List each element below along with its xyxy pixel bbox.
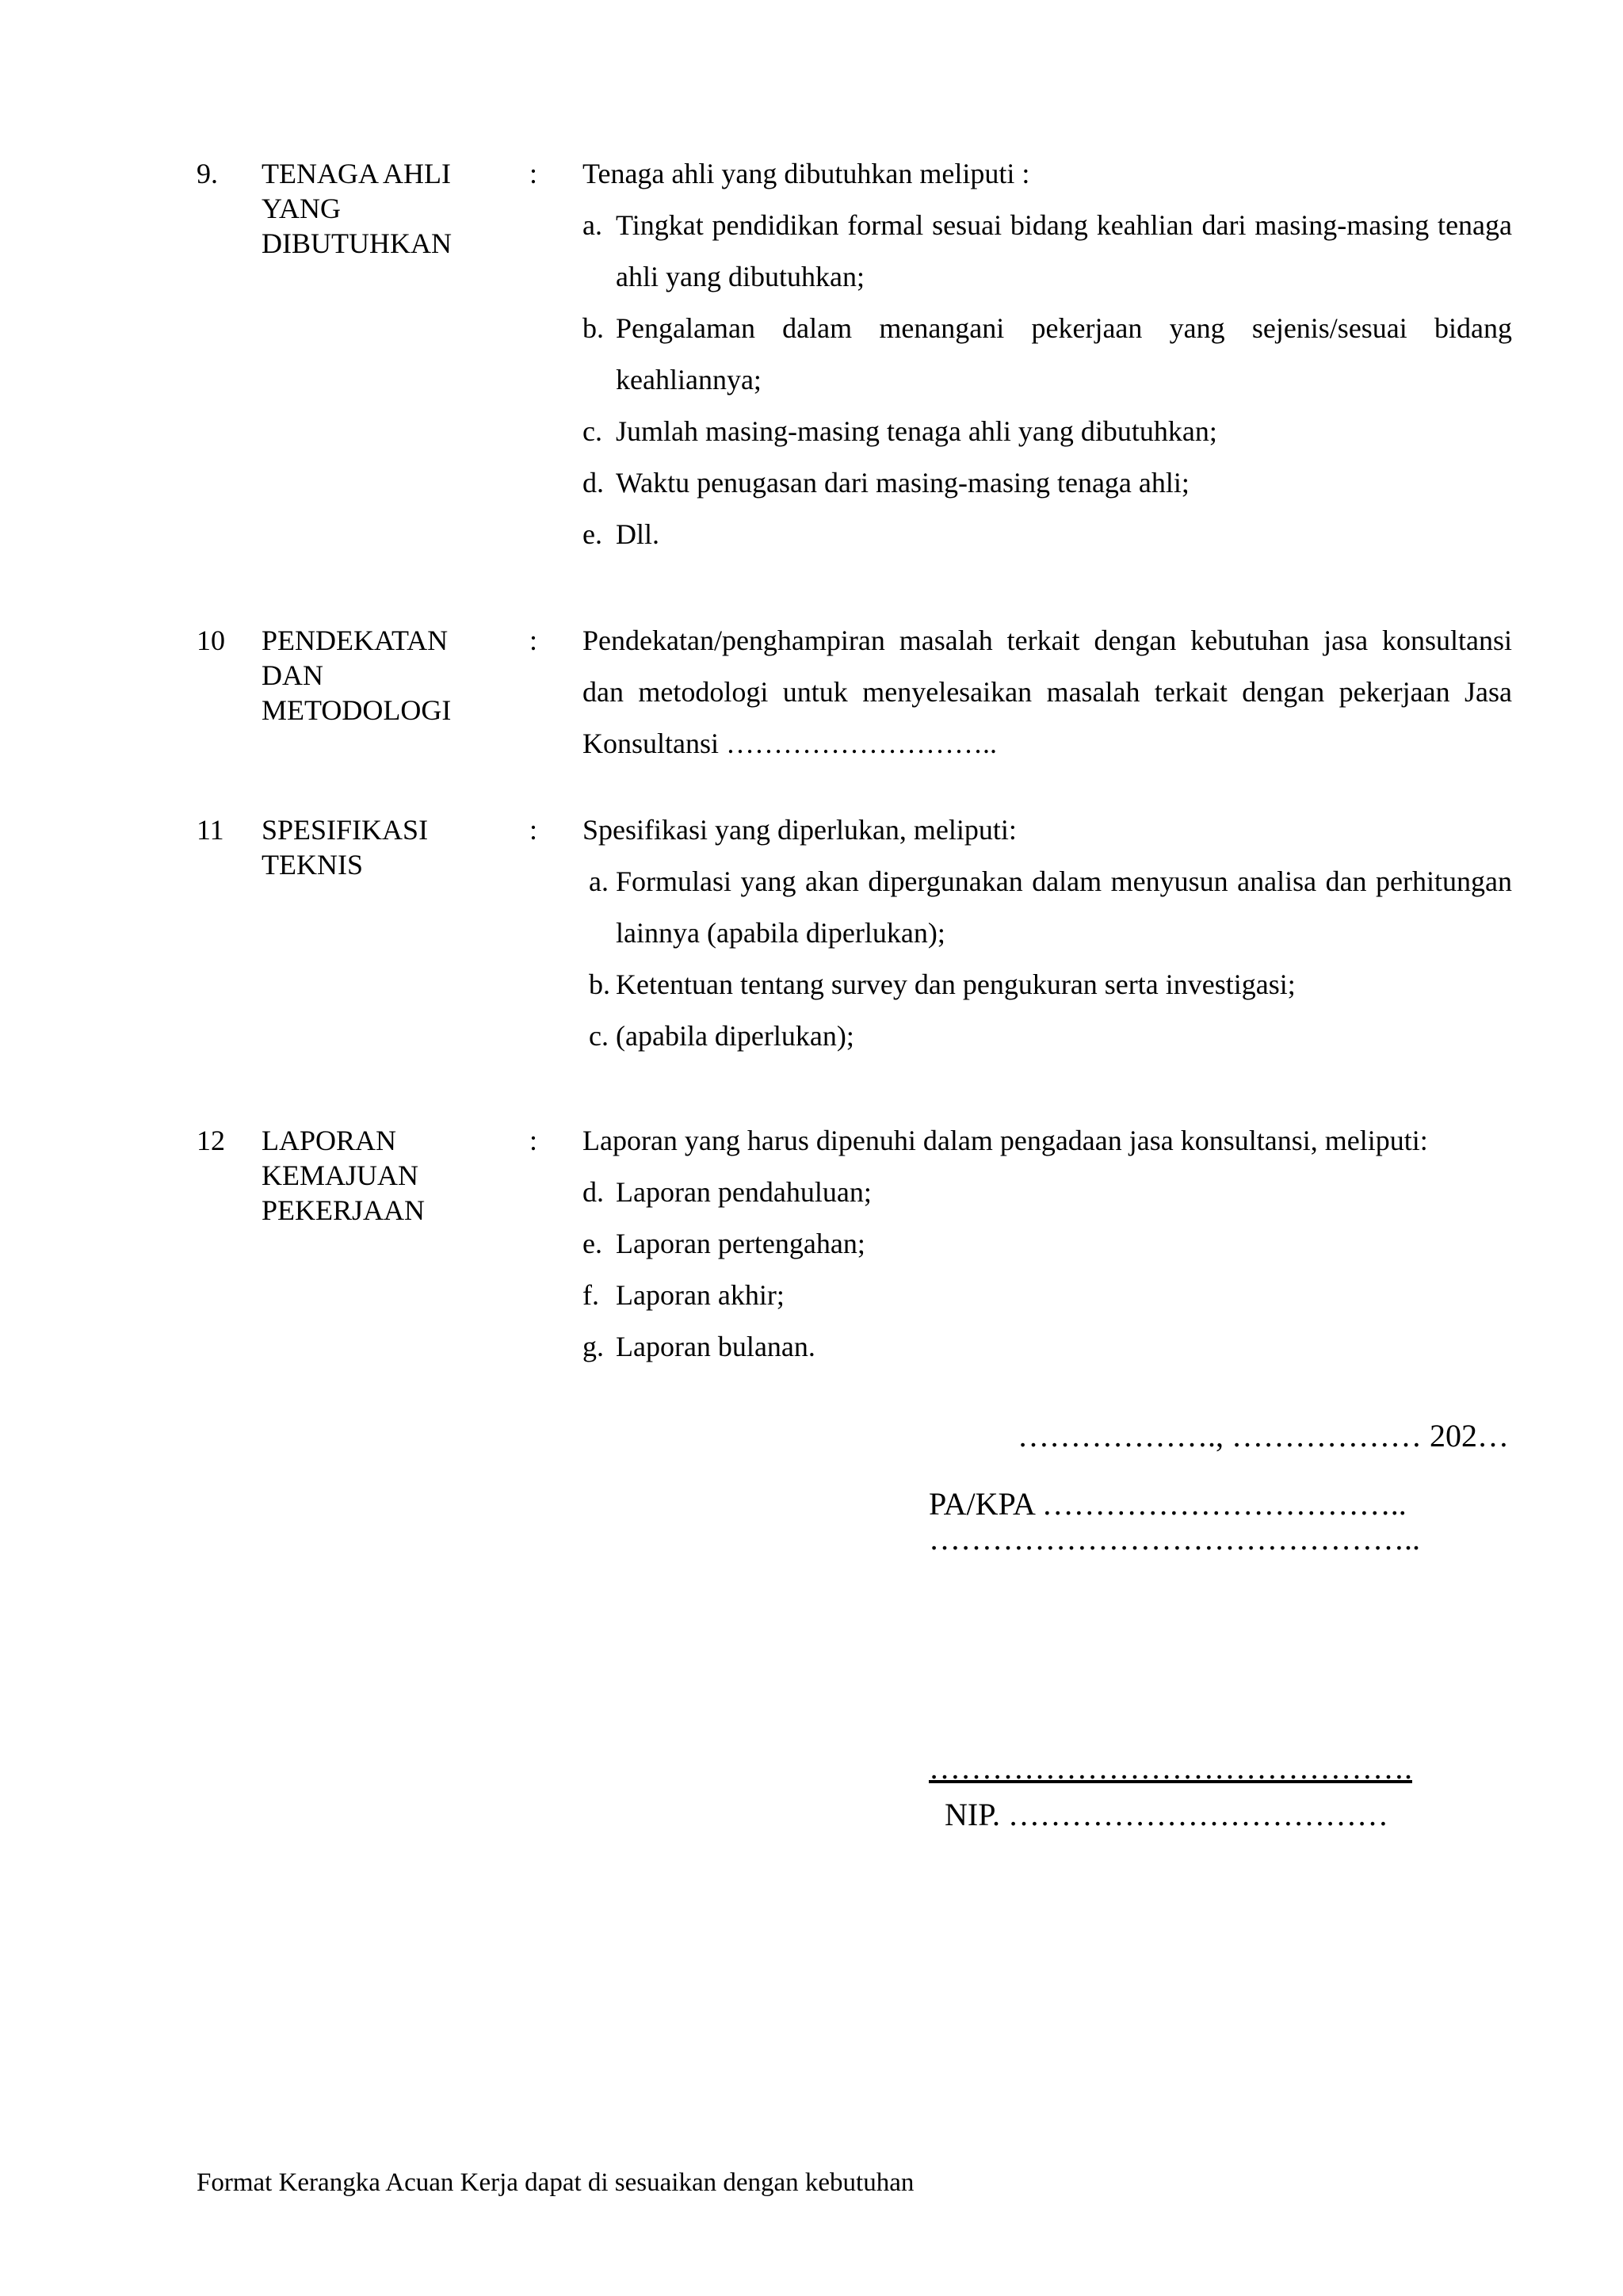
- item-text: Dll.: [616, 518, 660, 550]
- item-label: c.: [582, 415, 602, 447]
- section-title: [262, 812, 475, 882]
- item-list: [582, 200, 1512, 560]
- item-label: g.: [582, 1331, 604, 1362]
- list-item: [582, 406, 1512, 457]
- section-content: [582, 812, 1512, 1062]
- item-label: b.: [589, 968, 610, 1000]
- section-title: [262, 623, 475, 728]
- item-text: Laporan bulanan.: [616, 1331, 815, 1362]
- item-text: (apabila diperlukan);: [616, 1020, 854, 1052]
- section-number: 10: [197, 625, 225, 656]
- item-list: [582, 856, 1512, 1062]
- item-text: Pengalaman dalam menangani pekerjaan yang sejenis/sesuai bidang keahliannya;: [616, 312, 1512, 395]
- item-label: b.: [582, 312, 604, 344]
- item-text: Laporan pendahuluan;: [616, 1176, 872, 1208]
- signature-nip: NIP. ………………………………: [945, 1797, 1389, 1832]
- section-number: 11: [197, 814, 224, 846]
- separator-colon: :: [529, 814, 538, 846]
- section-intro: Tenaga ahli yang dibutuhkan meliputi :: [582, 158, 1030, 189]
- signature-role: PA/KPA ……………………………..: [929, 1486, 1407, 1522]
- page-footer-note: Format Kerangka Acuan Kerja dapat di sesuaikan dengan kebutuhan: [197, 2168, 915, 2197]
- list-item: [582, 1010, 1512, 1062]
- section-title-line: PENDEKATAN: [262, 625, 449, 656]
- section-content: [582, 1123, 1512, 1373]
- separator-colon: :: [529, 1125, 538, 1156]
- separator-colon: :: [529, 625, 538, 656]
- list-item: [582, 303, 1512, 406]
- section-title-line: YANG: [262, 193, 342, 224]
- list-item: [582, 1218, 1512, 1270]
- item-text: Waktu penugasan dari masing-masing tenaga ahli;: [616, 467, 1190, 499]
- section-title-line: KEMAJUAN: [262, 1159, 418, 1191]
- list-item: [582, 1167, 1512, 1218]
- section-content: [582, 623, 1512, 770]
- item-list: [582, 1167, 1512, 1373]
- section-number: 12: [197, 1125, 225, 1156]
- section-title-line: LAPORAN: [262, 1125, 397, 1156]
- item-text: Jumlah masing-masing tenaga ahli yang dibutuhkan;: [616, 415, 1217, 447]
- section-title: [262, 156, 475, 261]
- list-item: [582, 457, 1512, 509]
- section-intro: Spesifikasi yang diperlukan, meliputi:: [582, 814, 1017, 846]
- item-text: Ketentuan tentang survey dan pengukuran serta investigasi;: [616, 968, 1296, 1000]
- section-title-line: PEKERJAAN: [262, 1194, 426, 1226]
- item-label: d.: [582, 467, 604, 499]
- item-label: d.: [582, 1176, 604, 1208]
- list-item: [582, 1321, 1512, 1373]
- section-title-line: TEKNIS: [262, 849, 363, 881]
- section-intro: Laporan yang harus dipenuhi dalam pengadaan jasa konsultansi, meliputi:: [582, 1125, 1428, 1156]
- item-text: Laporan akhir;: [616, 1279, 785, 1311]
- signature-name-line: ……………………………………….: [929, 1750, 1412, 1786]
- signature-role-line2: ………………………………………..: [929, 1521, 1420, 1557]
- section-title-line: METODOLOGI: [262, 694, 452, 726]
- signature-place-date: ………………., ……………… 202…: [1018, 1418, 1509, 1454]
- section-paragraph: Pendekatan/penghampiran masalah terkait dengan kebutuhan jasa konsultansi dan metodologi untuk menyelesaikan masalah terkait dengan pekerjaan Jasa Konsultansi ………………………..: [582, 625, 1512, 759]
- item-label: e.: [582, 1228, 602, 1259]
- section-title-line: SPESIFIKASI: [262, 814, 429, 846]
- list-item: [582, 1270, 1512, 1321]
- section-content: [582, 156, 1512, 560]
- section-title: [262, 1123, 475, 1228]
- separator-colon: :: [529, 158, 538, 189]
- item-label: a.: [589, 865, 609, 897]
- item-label: f.: [582, 1279, 599, 1311]
- list-item: [582, 200, 1512, 303]
- item-label: c.: [589, 1020, 609, 1052]
- list-item: [582, 856, 1512, 959]
- section-title-line: TENAGA AHLI: [262, 158, 451, 189]
- section-number: 9.: [197, 158, 218, 189]
- item-text: Formulasi yang akan dipergunakan dalam menyusun analisa dan perhitungan lainnya (apabila diperlukan);: [616, 865, 1512, 949]
- item-label: a.: [582, 209, 602, 241]
- section-title-line: DIBUTUHKAN: [262, 227, 452, 259]
- section-title-line: DAN: [262, 659, 323, 691]
- item-text: Laporan pertengahan;: [616, 1228, 865, 1259]
- list-item: [582, 509, 1512, 560]
- list-item: [582, 959, 1512, 1010]
- item-text: Tingkat pendidikan formal sesuai bidang keahlian dari masing-masing tenaga ahli yang dibutuhkan;: [616, 209, 1512, 292]
- item-label: e.: [582, 518, 602, 550]
